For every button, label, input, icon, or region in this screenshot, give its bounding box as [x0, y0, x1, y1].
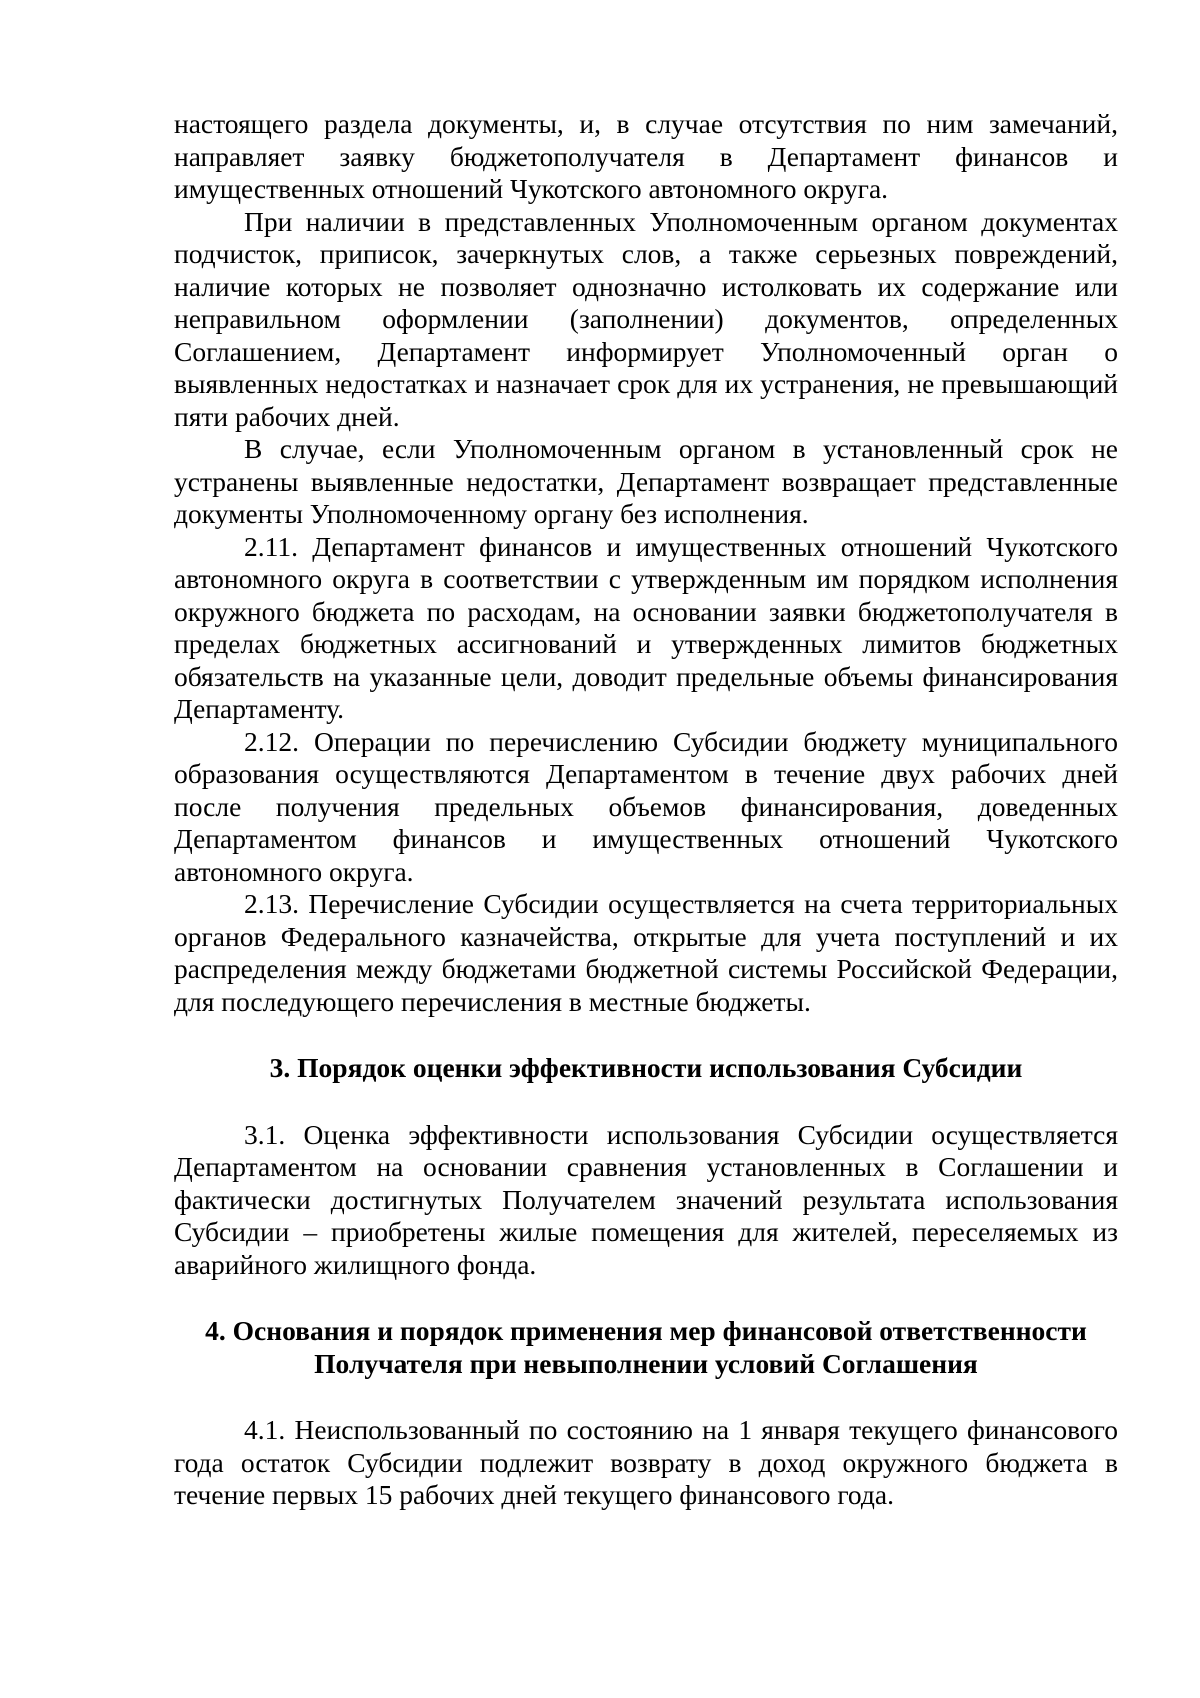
section-4-heading-line-2: Получателя при невыполнении условий Соглашения	[314, 1347, 978, 1379]
paragraph-2-11: 2.11. Департамент финансов и имущественных отношений Чукотского автономного округа в соответствии с утвержденным им порядком исполнения окружного бюджета по расходам, на основании заявки бюджетополучателя в пределах бюджетных ассигнований и утвержденных лимитов бюджетных обязательств на указанные цели, доводит предельные объемы финансирования Департаменту.	[174, 530, 1118, 724]
paragraph-return-documents: В случае, если Уполномоченным органом в установленный срок не устранены выявленные недостатки, Департамент возвращает представленные документы Уполномоченному органу без исполнения.	[174, 433, 1118, 529]
section-3-heading: 3. Порядок оценки эффективности использования Субсидии	[269, 1052, 1023, 1083]
section-gap	[174, 1380, 1118, 1414]
paragraph-continuation: настоящего раздела документы, и, в случае отсутствия по ним замечаний, направляет заявку бюджетополучателя в Департамент финансов и имущественных отношений Чукотского автономного округа.	[174, 108, 1118, 204]
paragraph-4-1: 4.1. Неиспользованный по состоянию на 1 января текущего финансового года остаток Субсидии подлежит возврату в доход окружного бюджета в течение первых 15 рабочих дней текущего финансового года.	[174, 1414, 1118, 1510]
paragraph-2-13: 2.13. Перечисление Субсидии осуществляется на счета территориальных органов Федерального казначейства, открытые для учета поступлений и их распределения между бюджетами бюджетной системы Российской Федерации, для последующего перечисления в местные бюджеты.	[174, 888, 1118, 1017]
section-4-heading-line-1: 4. Основания и порядок применения мер финансовой ответственности	[205, 1315, 1087, 1346]
paragraph-3-1: 3.1. Оценка эффективности использования Субсидии осуществляется Департаментом на основании сравнения установленных в Соглашении и фактически достигнутых Получателем значений результата использования Субсидии – приобретены жилые помещения для жителей, переселяемых из аварийного жилищного фонда.	[174, 1118, 1118, 1280]
section-4-heading	[174, 1315, 1118, 1380]
section-gap	[174, 1018, 1118, 1052]
section-gap	[174, 1085, 1118, 1119]
paragraph-deficiencies: При наличии в представленных Уполномоченным органом документах подчисток, приписок, зачеркнутых слов, а также серьезных повреждений, наличие которых не позволяет однозначно истолковать их содержание или неправильном оформлении (заполнении) документов, определенных Соглашением, Департамент информирует Уполномоченный орган о выявленных недостатках и назначает срок для их устранения, не превышающий пяти рабочих дней.	[174, 205, 1118, 432]
paragraph-2-12: 2.12. Операции по перечислению Субсидии бюджету муниципального образования осуществляются Департаментом в течение двух рабочих дней после получения предельных объемов финансирования, доведенных Департаментом финансов и имущественных отношений Чукотского автономного округа.	[174, 725, 1118, 887]
section-gap	[174, 1281, 1118, 1315]
document-page	[174, 108, 1118, 1512]
